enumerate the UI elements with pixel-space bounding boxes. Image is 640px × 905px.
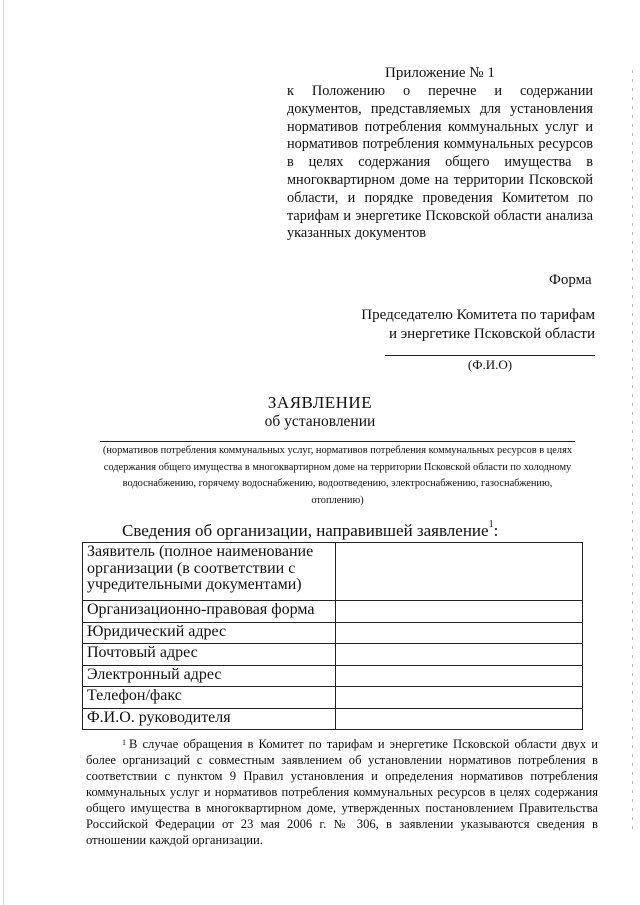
addressee-block (340, 306, 595, 344)
table-row (83, 665, 583, 687)
table-row (83, 543, 583, 601)
row-label-legal-form: Организационно-правовая форма (83, 601, 336, 623)
row-value-postal-address[interactable] (336, 644, 583, 666)
footnote-mark: 1 (122, 738, 126, 747)
table-row (83, 708, 583, 730)
scan-edge-left (3, 0, 4, 905)
statement-title: ЗАЯВЛЕНИЕ (267, 393, 373, 412)
section-heading-text: Сведения об организации, направившей заявление (122, 521, 489, 540)
section-heading (122, 521, 498, 541)
section-heading-colon: : (493, 521, 499, 540)
addressee-line-1: Председателю Комитета по тарифам (361, 307, 595, 323)
row-value-email[interactable] (336, 665, 583, 687)
table-row (83, 601, 583, 623)
statement-subject-line (100, 441, 575, 442)
fio-signature-line (385, 355, 595, 356)
row-value-legal-address[interactable] (336, 622, 583, 644)
footnote-text: В случае обращения в Комитет по тарифам и энергетике Псковской области двух и более организаций с совместным заявлением об установлении нормативов потребления в соответствии с пунктом 9 Правил установления и определения нормативов потребления коммунальных услуг и нормативов потребления коммунальных ресурсов в целях содержания общего имущества в многоквартирном доме, утвержденных постановлением Правительства Российской Федерации от 23 мая 2006 г. № 306, в заявлении указываются сведения в отношении каждой организации. (86, 737, 598, 847)
row-label-postal-address: Почтовый адрес (83, 644, 336, 666)
row-value-legal-form[interactable] (336, 601, 583, 623)
footnote-reference: 1 (488, 519, 494, 530)
appendix-title: Приложение № 1 (385, 65, 495, 81)
footnote (86, 736, 598, 848)
statement-subject-note: (нормативов потребления коммунальных услуг, нормативов потребления коммунальных ресурсов в целях содержания общего имущества в многоквартирном доме на территории Псковской области по холодному водоснабжению, горячему водоснабжению, водоотведению, электроснабжению, газоснабжению, отоплению) (102, 445, 573, 506)
footnote-separator (82, 729, 237, 730)
table-row (83, 622, 583, 644)
row-value-phone-fax[interactable] (336, 687, 583, 709)
row-value-applicant[interactable] (336, 543, 583, 601)
appendix-reference-text: к Положению о перечне и содержании документов, представляемых для установления нормативов потребления коммунальных услуг и нормативов потребления коммунальных ресурсов в целях содержания общего имущества в многоквартирном доме на территории Псковской области, и порядке проведения Комитетом по тарифам и энергетике Псковской области анализа указанных документов (287, 83, 593, 242)
form-label: Форма (549, 272, 592, 288)
addressee-line-2: и энергетике Псковской области (388, 326, 595, 342)
row-label-director: Ф.И.О. руководителя (83, 708, 336, 730)
scan-edge-right (632, 70, 633, 830)
table-row (83, 644, 583, 666)
row-label-applicant: Заявитель (полное наименование организации (в соответствии с учредительными документами) (83, 543, 336, 601)
statement-subtitle: об установлении (264, 413, 376, 430)
table-row (83, 687, 583, 709)
row-value-director[interactable] (336, 708, 583, 730)
row-label-legal-address: Юридический адрес (83, 622, 336, 644)
organization-info-table (82, 542, 583, 730)
row-label-email: Электронный адрес (83, 665, 336, 687)
fio-label: (Ф.И.О) (467, 357, 513, 372)
row-label-phone-fax: Телефон/факс (83, 687, 336, 709)
